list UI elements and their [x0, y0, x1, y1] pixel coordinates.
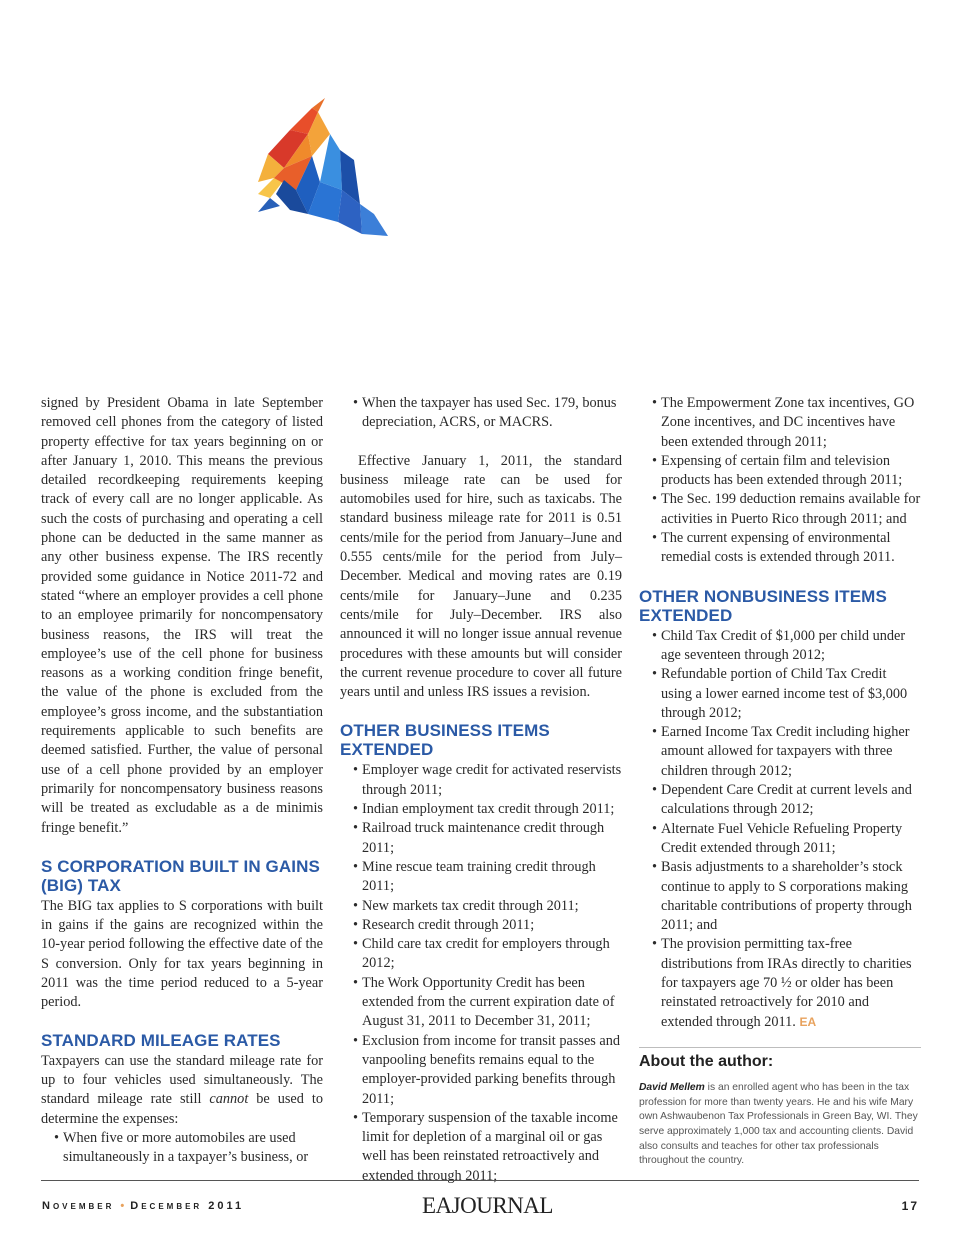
- list-item: • Indian employment tax credit through 2011;: [340, 800, 622, 819]
- journal-logo: EAJOURNAL: [422, 1193, 553, 1218]
- list-item: • The Empowerment Zone tax incentives, GO Zone incentives, and DC incentives have been extended through 2011;: [639, 394, 921, 452]
- origami-bird-icon: [250, 94, 390, 240]
- list-item: • When five or more automobiles are used simultaneously in a taxpayer’s business, or: [41, 1129, 323, 1168]
- list-item: • Child Tax Credit of $1,000 per child under age seventeen through 2012;: [639, 627, 921, 666]
- list-item: • The Work Opportunity Credit has been extended from the current expiration date of August 31, 2011 to December 31, 2011;: [340, 974, 622, 1032]
- list-item: • Research credit through 2011;: [340, 916, 622, 935]
- column-2: [340, 394, 622, 1186]
- list-item: • Earned Income Tax Credit including higher amount allowed for taxpayers with three children through 2012;: [639, 723, 921, 781]
- heading-nonbusiness-items: OTHER NONBUSINESS ITEMS EXTENDED: [639, 586, 887, 625]
- list-item: • The Sec. 199 deduction remains available for activities in Puerto Rico through 2011; and: [639, 490, 921, 529]
- end-mark: EA: [799, 1014, 817, 1029]
- page-number: 17: [901, 1199, 919, 1213]
- effective-paragraph: Effective January 1, 2011, the standard business mileage rate can be used for automobiles used for hire, such as taxicabs. The standard business mileage rate for 2011 is 0.51 cents/mile for the period from January–June and 0.555 cents/mile for the period from July–December. Medical and moving rates are 0.19 cents/mile for January–June and 0.235 cents/mile for July–December. IRS also announced it will no longer issue annual revenue procedures with these amounts but will consider the current revenue procedure to cover all future years until and unless IRS issues a revision.: [340, 452, 622, 701]
- list-item: • The provision permitting tax-free distributions from IRAs directly to charities for taxpayers age 70 ½ or older has been reinstated retroactively for 2010 and extended through 2011. EA: [639, 935, 921, 1031]
- list-item: • Employer wage credit for activated reservists through 2011;: [340, 761, 622, 800]
- list-item: • Alternate Fuel Vehicle Refueling Property Credit extended through 2011;: [639, 820, 921, 859]
- about-heading: About the author:: [639, 1052, 774, 1070]
- divider: [639, 1047, 921, 1048]
- heading-big-tax: S CORPORATION BUILT IN GAINS (BIG) TAX: [41, 856, 320, 895]
- heading-business-items: OTHER BUSINESS ITEMS EXTENDED: [340, 721, 550, 760]
- author-name: David Mellem: [639, 1082, 705, 1094]
- big-tax-paragraph: The BIG tax applies to S corporations with built in gains if the gains are recognized within the 10-year period following the effective date of the S conversion. Only for tax years beginning in 2011 was the time period reduced to a 5-year period.: [41, 897, 323, 1011]
- heading-mileage: STANDARD MILEAGE RATES: [41, 1030, 281, 1050]
- list-item: • Mine rescue team training credit through 2011;: [340, 858, 622, 897]
- list-item: • Refundable portion of Child Tax Credit using a lower earned income test of $3,000 through 2012;: [639, 665, 921, 723]
- list-item: • Child care tax credit for employers through 2012;: [340, 935, 622, 974]
- intro-paragraph: signed by President Obama in late September removed cell phones from the category of listed property effective for tax years beginning on or after January 1, 2010. This means the previous detailed recordkeeping requirements keeping track of every call are no longer applicable. As such the costs of purchasing and operating a cell phone can be deducted in the same manner as any other business expense. The IRS recently provided some guidance in Notice 2011-72 and stated “where an employer provides a cell phone to an employee primarily for noncompensatory business reasons, the IRS will treat the employee’s use of the cell phone for business reasons as a working condition fringe benefit, the value of the phone is excluded from the employee’s gross income, and the substantiation requirements applicable to such benefits are deemed satisfied. Further, the value of personal use of a cell phone provided by an employer primarily for noncompensatory business reasons will be treated as excludable as a de minimis fringe benefit.”: [41, 395, 323, 836]
- author-bio: David Mellem is an enrolled agent who has been in the tax profession for more than twenty years. He and his wife Mary own Ashwaubenon Tax Professionals in Green Bay, WI. They serve approximately 1,000 tax and accounting clients. David also consults and teaches for other tax professionals throughout the country.: [639, 1082, 918, 1167]
- list-item: • Dependent Care Credit at current levels and calculations through 2012;: [639, 781, 921, 820]
- list-item: • When the taxpayer has used Sec. 179, bonus depreciation, ACRS, or MACRS.: [340, 394, 622, 433]
- list-item: • Expensing of certain film and television products has been extended through 2011;: [639, 452, 921, 491]
- list-item: • Railroad truck maintenance credit through 2011;: [340, 819, 622, 858]
- footer-divider: [41, 1180, 919, 1181]
- list-item: • New markets tax credit through 2011;: [340, 897, 622, 916]
- column-3: [639, 394, 921, 1169]
- mileage-paragraph: Taxpayers can use the standard mileage rate for up to four vehicles used simultaneously. The standard mileage rate still cannot be used to determine the expenses:: [41, 1052, 324, 1127]
- list-item: • Temporary suspension of the taxable income limit for depletion of a marginal oil or gas well has been reinstated retroactively and extended through 2011;: [340, 1109, 622, 1186]
- footer-date: November • December 2011: [42, 1200, 245, 1212]
- list-item: • The current expensing of environmental remedial costs is extended through 2011.: [639, 529, 921, 568]
- column-1: [41, 394, 323, 1167]
- list-item: • Basis adjustments to a shareholder’s stock continue to apply to S corporations making charitable contributions of property through 2011; and: [639, 858, 921, 935]
- list-item: • Exclusion from income for transit passes and vanpooling benefits remains equal to the employer-provided parking benefits through 2011;: [340, 1032, 622, 1109]
